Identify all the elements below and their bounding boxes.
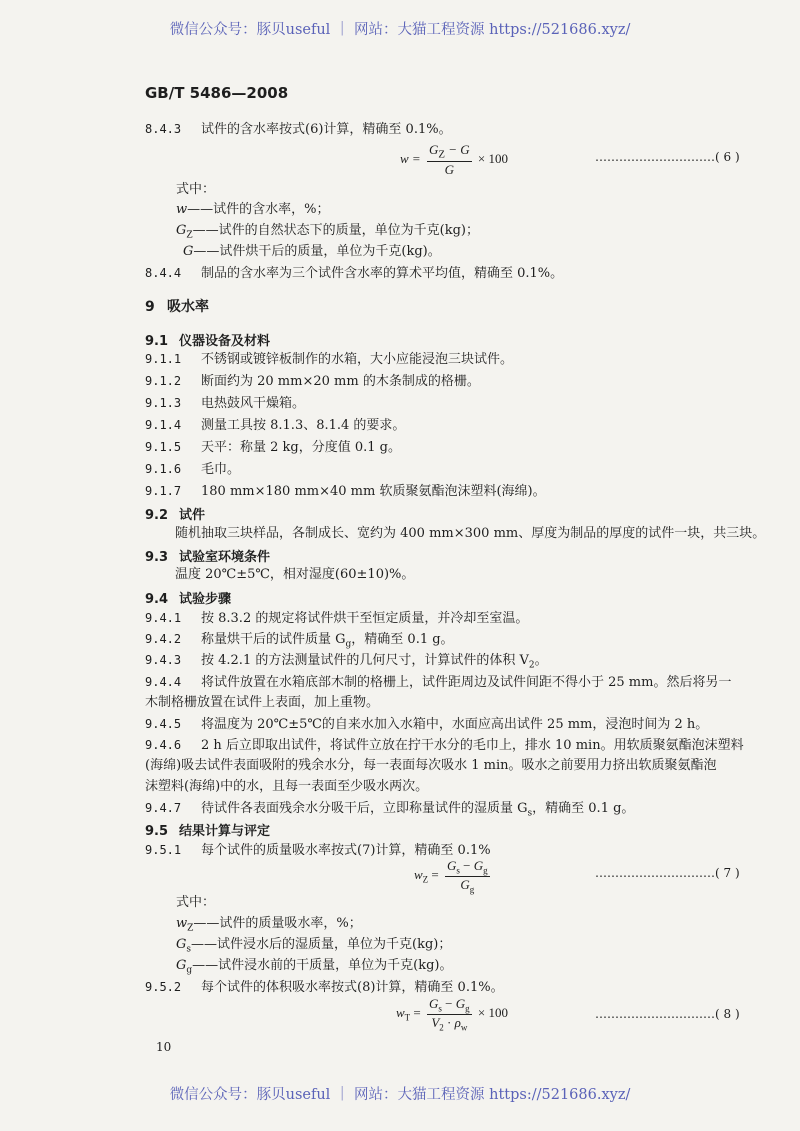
clause-text: 按 8.3.2 的规定将试件烘干至恒定质量，并冷却至室温。 xyxy=(201,611,529,626)
clause-number: 9.4.6 xyxy=(145,738,182,752)
clause-text: 毛巾。 xyxy=(201,462,241,477)
where2-sub-2: g xyxy=(186,965,193,976)
equation-8-label xyxy=(595,1007,740,1021)
eq6-lhs: w = xyxy=(400,150,421,166)
eq6-num-rest: − G xyxy=(444,142,470,157)
clause-number: 9.4.5 xyxy=(145,717,182,731)
eq8-num-a: G xyxy=(429,996,439,1011)
clause-text-a: 称量烘干后的试件质量 G xyxy=(201,632,346,647)
eq8-lhs-sub: T xyxy=(404,1012,411,1023)
clause-text-b: ，精确至 0.1 g。 xyxy=(351,632,454,647)
clause-text: 不锈钢或镀锌板制作的水箱，大小应能浸泡三块试件。 xyxy=(201,352,514,367)
clause-9-1-3 xyxy=(145,394,305,413)
where1-item-w xyxy=(176,201,330,219)
where2-sym-1: G xyxy=(176,937,187,952)
eq8-den-dot: · xyxy=(443,1014,455,1030)
clause-text: 180 mm×180 mm×40 mm 软质聚氨酯泡沫塑料(海绵)。 xyxy=(201,484,546,499)
eq7-lhs-sub: Z xyxy=(422,874,429,885)
eq6-fraction xyxy=(427,142,472,178)
equation-7-label xyxy=(595,866,740,880)
eq6-number: ( 6 ) xyxy=(715,150,740,164)
eq6-num-g: G xyxy=(428,142,439,157)
clause-text: 每个试件的体积吸水率按式(8)计算，精确至 0.1%。 xyxy=(201,980,504,995)
clause-9-4-3 xyxy=(145,651,548,675)
clause-text: 天平：称量 2 kg，分度值 0.1 g。 xyxy=(201,440,401,455)
clause-9-1-2 xyxy=(145,372,480,391)
section-title: 试验室环境条件 xyxy=(179,550,271,565)
clause-9-1-1 xyxy=(145,350,513,369)
clause-number: 9.5.2 xyxy=(145,980,182,994)
clause-number: 9.4.7 xyxy=(145,801,182,815)
section-9-2-text: 随机抽取三块样品，各制成长、宽约为 400 mm×300 mm、厚度为制品的厚度的试件一块，共三块。 xyxy=(175,526,766,541)
clause-number: 9.1.7 xyxy=(145,484,182,498)
section-title: 试验步骤 xyxy=(179,592,232,607)
equation-8 xyxy=(396,996,508,1032)
where2-desc-2: ——试件浸水前的干质量，单位为千克(kg)。 xyxy=(192,958,453,973)
clause-sub: s xyxy=(527,808,533,819)
eq7-leader: ………………………… xyxy=(595,866,715,880)
clause-number: 9.1.5 xyxy=(145,440,182,454)
watermark-top: 微信公众号：豚贝useful ｜ 网站：大猫工程资源 https://521686.xyz/ xyxy=(169,22,631,38)
section-number: 9.1 xyxy=(145,334,169,349)
clause-sub: g xyxy=(345,639,352,650)
clause-text: 每个试件的质量吸水率按式(7)计算，精确至 0.1% xyxy=(201,843,491,858)
eq8-fraction xyxy=(427,996,472,1032)
clause-9-1-6 xyxy=(145,460,240,479)
eq7-num-a: G xyxy=(447,858,457,873)
standard-code: GB/T 5486—2008 xyxy=(145,84,289,102)
clause-text-b: ，精确至 0.1 g。 xyxy=(532,801,635,816)
where2-sym-0: w xyxy=(176,916,188,931)
eq7-den-sub: g xyxy=(469,884,475,895)
where1-sym-0: w xyxy=(176,202,188,217)
clause-text: 电热鼓风干燥箱。 xyxy=(201,396,306,411)
clause-text-a: 待试件各表面残余水分吸干后，立即称量试件的湿质量 G xyxy=(201,801,528,816)
section-title: 结果计算与评定 xyxy=(179,824,271,839)
where2-item-wz xyxy=(176,915,362,938)
eq7-number: ( 7 ) xyxy=(715,866,740,880)
clause-9-4-6-cont2: 沫塑料(海绵)中的水，且每一表面至少吸水两次。 xyxy=(145,779,429,794)
clause-9-4-1 xyxy=(145,609,528,628)
where1-sub-1: Z xyxy=(186,230,193,241)
clause-number: 9.1.1 xyxy=(145,352,182,366)
section-title: 仪器设备及材料 xyxy=(179,334,271,349)
clause-9-4-4-cont: 木制格栅放置在试件上表面，加上重物。 xyxy=(145,695,380,710)
eq7-num-a-sub: s xyxy=(456,865,460,876)
clause-number: 9.1.6 xyxy=(145,462,182,476)
watermark-bottom: 微信公众号：豚贝useful ｜ 网站：大猫工程资源 https://521686.xyz/ xyxy=(169,1087,631,1103)
clause-number: 9.1.3 xyxy=(145,396,182,410)
eq7-num-op: − xyxy=(459,858,474,873)
clause-9-1-5 xyxy=(145,438,401,457)
where2-sub-1: s xyxy=(186,944,192,955)
clause-text-b: 。 xyxy=(534,653,548,668)
clause-9-1-7 xyxy=(145,482,546,501)
where1-item-gz xyxy=(176,222,479,245)
equation-6 xyxy=(400,142,508,178)
eq8-num-op: − xyxy=(441,996,456,1011)
clause-number: 9.4.2 xyxy=(145,632,182,646)
where2-desc-0: ——试件的质量吸水率，%； xyxy=(193,916,362,931)
clause-number: 9.5.1 xyxy=(145,843,182,857)
section-title: 试件 xyxy=(179,508,206,523)
clause-text: 制品的含水率为三个试件含水率的算术平均值，精确至 0.1%。 xyxy=(201,266,564,281)
section-9-2-heading xyxy=(145,504,205,523)
eq8-lhs: w xyxy=(396,1005,405,1021)
where1-desc-1: ——试件的自然状态下的质量，单位为千克(kg)； xyxy=(192,223,479,238)
clause-number: 8.4.3 xyxy=(145,122,182,136)
eq7-fraction xyxy=(445,858,490,894)
eq7-num-b-sub: g xyxy=(483,865,488,876)
clause-9-1-4 xyxy=(145,416,405,435)
eq8-times: × 100 xyxy=(477,1005,508,1021)
where1-sym-2: G xyxy=(183,244,194,259)
equation-7 xyxy=(414,858,493,894)
where1-item-g xyxy=(183,243,441,261)
eq8-num-a-sub: s xyxy=(438,1003,442,1014)
clause-sub: 2 xyxy=(528,660,535,671)
where1-desc-0: ——试件的含水率，%； xyxy=(187,202,330,217)
clause-text: 将试件放置在水箱底部木制的格栅上，试件距周边及试件间距不得小于 25 mm。然后将另一 xyxy=(201,675,732,690)
where2-sym-2: G xyxy=(176,958,187,973)
section-number: 9.5 xyxy=(145,824,169,839)
eq8-num-b: G xyxy=(455,996,466,1011)
clause-number: 9.1.4 xyxy=(145,418,182,432)
clause-text: 试件的含水率按式(6)计算，精确至 0.1%。 xyxy=(201,122,452,137)
clause-text: 断面约为 20 mm×20 mm 的木条制成的格栅。 xyxy=(201,374,480,389)
where2-sub-0: Z xyxy=(187,923,194,934)
section-9-3-heading xyxy=(145,546,270,565)
section-9-heading xyxy=(145,296,209,316)
eq8-den-a: V xyxy=(431,1014,440,1030)
eq7-lhs: w xyxy=(414,867,423,883)
eq7-equals: = xyxy=(431,867,439,883)
eq6-denominator: G xyxy=(444,161,454,177)
section-9-1-heading xyxy=(145,330,270,349)
where2-desc-1: ——试件浸水后的湿质量，单位为千克(kg)； xyxy=(191,937,452,952)
page-number: 10 xyxy=(156,1040,172,1054)
eq8-number: ( 8 ) xyxy=(715,1007,740,1021)
clause-text: 2 h 后立即取出试件，将试件立放在拧干水分的毛巾上，排水 10 min。用软质聚氨酯泡沫塑料 xyxy=(201,738,744,753)
clause-9-5-2 xyxy=(145,978,504,997)
clause-9-4-6 xyxy=(145,736,744,755)
section-9-3-text: 温度 20℃±5℃，相对湿度(60±10)%。 xyxy=(175,567,415,582)
where2-item-gs xyxy=(176,936,451,959)
eq6-num-sub: Z xyxy=(438,148,445,161)
section-number: 9.4 xyxy=(145,592,169,607)
clause-text: 将温度为 20℃±5℃的自来水加入水箱中，水面应高出试件 25 mm，浸泡时间为 2 h。 xyxy=(201,717,709,732)
eq6-times: × 100 xyxy=(477,150,508,166)
where2-item-gg xyxy=(176,957,453,980)
eq8-den-a-sub: 2 xyxy=(439,1022,444,1033)
section-title: 吸水率 xyxy=(167,299,209,315)
clause-8-4-4 xyxy=(145,264,563,283)
eq8-num-b-sub: g xyxy=(465,1003,470,1014)
clause-number: 9.4.4 xyxy=(145,675,182,689)
clause-9-4-6-cont1: (海绵)吸去试件表面吸附的残余水分，每一表面每次吸水 1 min。吸水之前要用力挤出软质聚氨酯泡 xyxy=(145,758,717,773)
section-number: 9.2 xyxy=(145,508,169,523)
clause-9-4-4 xyxy=(145,673,731,692)
eq8-leader: ………………………… xyxy=(595,1007,715,1021)
where1-desc-2: ——试件烘干后的质量，单位为千克(kg)。 xyxy=(193,244,441,259)
section-number: 9 xyxy=(145,299,155,315)
eq7-den: G xyxy=(460,876,470,892)
section-9-5-heading xyxy=(145,820,270,839)
section-number: 9.3 xyxy=(145,550,169,565)
clause-9-4-5 xyxy=(145,715,708,734)
eq8-equals: = xyxy=(413,1005,421,1021)
where-intro-1: 式中： xyxy=(176,182,216,197)
clause-number: 9.1.2 xyxy=(145,374,182,388)
eq6-leader: ………………………… xyxy=(595,150,715,164)
clause-text: 测量工具按 8.1.3、8.1.4 的要求。 xyxy=(201,418,406,433)
clause-number: 8.4.4 xyxy=(145,266,182,280)
clause-number: 9.4.3 xyxy=(145,653,182,667)
eq8-den-b: ρ xyxy=(454,1014,461,1030)
clause-text-a: 按 4.2.1 的方法测量试件的几何尺寸，计算试件的体积 V xyxy=(201,653,529,668)
clause-8-4-3 xyxy=(145,120,452,139)
clause-number: 9.4.1 xyxy=(145,611,182,625)
section-9-4-heading xyxy=(145,588,231,607)
eq7-num-b: G xyxy=(473,858,484,873)
equation-6-label xyxy=(595,150,740,164)
where1-sym-1: G xyxy=(176,223,187,238)
eq8-den-b-sub: w xyxy=(460,1022,468,1033)
where-intro-2: 式中： xyxy=(176,895,216,910)
